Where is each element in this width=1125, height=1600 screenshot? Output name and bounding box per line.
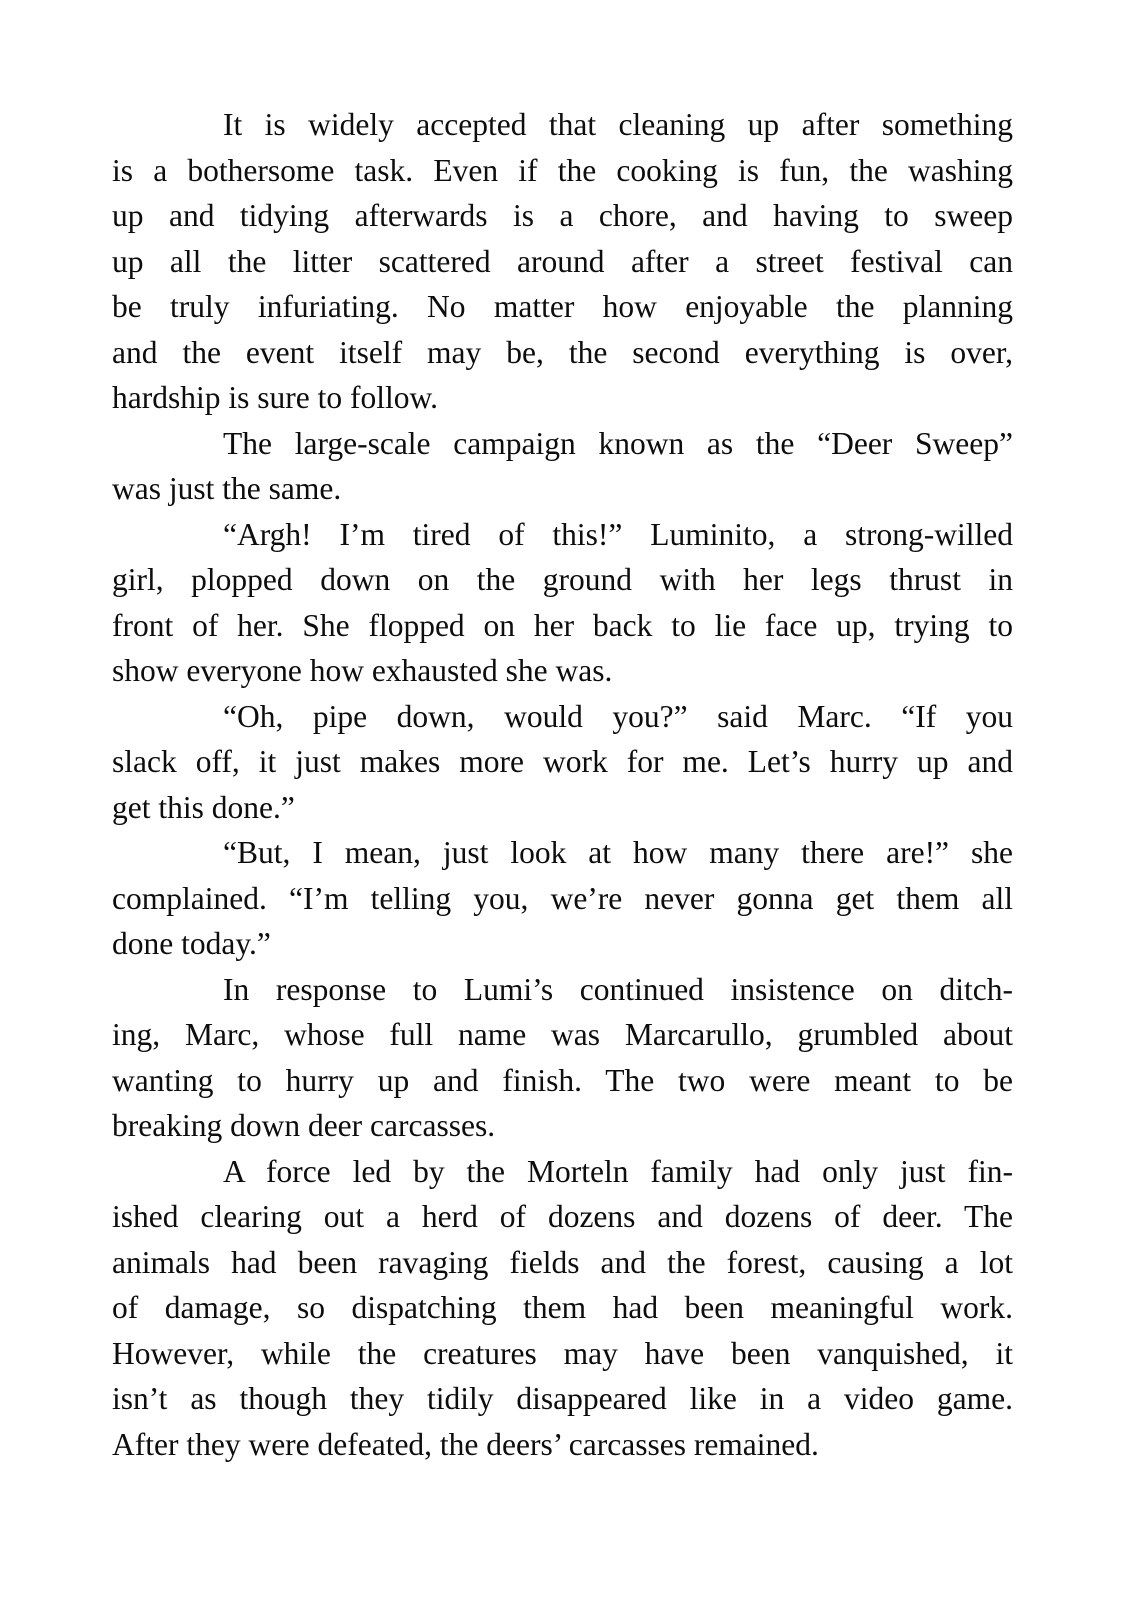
- paragraph-1: [112, 102, 1013, 421]
- paragraph-7: [112, 1149, 1013, 1468]
- text-line: is a bothersome task. Even if the cooking is fun, the washing: [112, 152, 1013, 188]
- text-line: However, while the creatures may have been vanquished, it: [112, 1335, 1013, 1371]
- text-line: up all the litter scattered around after a street festival can: [112, 243, 1013, 279]
- paragraph-6: [112, 967, 1013, 1149]
- text-line: “Argh! I’m tired of this!” Luminito, a strong-willed: [223, 516, 1013, 552]
- text-line: isn’t as though they tidily disappeared like in a video game.: [112, 1381, 1013, 1416]
- text-line: After they were defeated, the deers’ carcasses remained.: [112, 1426, 819, 1462]
- text-line: up and tidying afterwards is a chore, and having to sweep: [112, 198, 1013, 233]
- text-line: be truly infuriating. No matter how enjoyable the planning: [112, 289, 1013, 324]
- text-line: breaking down deer carcasses.: [112, 1108, 496, 1143]
- text-line: ing, Marc, whose full name was Marcarullo, grumbled about: [112, 1017, 1013, 1052]
- text-line: slack off, it just makes more work for me. Let’s hurry up and: [112, 744, 1013, 779]
- text-line: girl, plopped down on the ground with her legs thrust in: [112, 562, 1013, 597]
- text-line: complained. “I’m telling you, we’re never gonna get them all: [112, 880, 1013, 916]
- text-line: hardship is sure to follow.: [112, 380, 439, 415]
- paragraph-5: [112, 830, 1013, 967]
- text-line: animals had been ravaging fields and the forest, causing a lot: [112, 1244, 1013, 1280]
- text-line: and the event itself may be, the second everything is over,: [112, 334, 1013, 370]
- text-line: done today.”: [112, 926, 271, 961]
- page-text: [112, 102, 1013, 1467]
- text-line: ished clearing out a herd of dozens and dozens of deer. The: [112, 1199, 1013, 1234]
- text-line: get this done.”: [112, 789, 295, 825]
- text-line: wanting to hurry up and finish. The two were meant to be: [112, 1062, 1013, 1098]
- text-line: A force led by the Morteln family had only just fin-: [223, 1153, 1013, 1189]
- text-line: The large-scale campaign known as the “Deer Sweep”: [223, 425, 1013, 461]
- text-line: was just the same.: [112, 471, 342, 506]
- text-line: “But, I mean, just look at how many there are!” she: [223, 835, 1013, 870]
- text-line: It is widely accepted that cleaning up after something: [223, 107, 1013, 142]
- text-line: show everyone how exhausted she was.: [112, 653, 613, 688]
- text-line: of damage, so dispatching them had been meaningful work.: [112, 1290, 1013, 1325]
- paragraph-3: [112, 512, 1013, 694]
- paragraph-2: [112, 421, 1013, 512]
- text-line: “Oh, pipe down, would you?” said Marc. “If you: [223, 698, 1013, 734]
- text-line: front of her. She flopped on her back to lie face up, trying to: [112, 607, 1013, 643]
- text-line: In response to Lumi’s continued insistence on ditch-: [223, 971, 1013, 1007]
- paragraph-4: [112, 694, 1013, 831]
